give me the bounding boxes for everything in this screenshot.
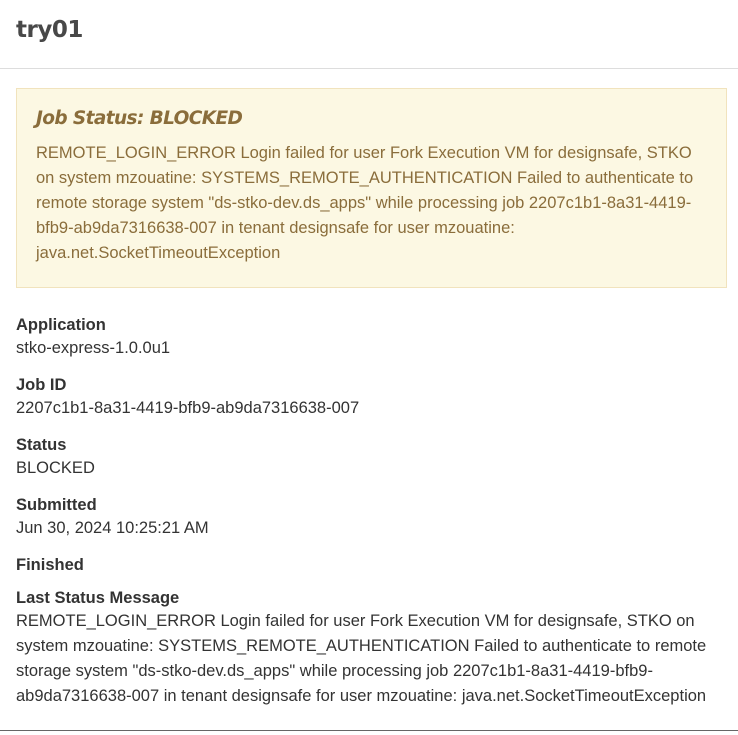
job-status-alert bbox=[16, 88, 727, 288]
job-status-heading: Job Status: BLOCKED bbox=[36, 108, 243, 129]
finished-label: Finished bbox=[16, 556, 84, 574]
last-status-label: Last Status Message bbox=[16, 589, 180, 607]
bottom-divider bbox=[0, 730, 738, 731]
submitted-label: Submitted bbox=[16, 496, 97, 514]
job-details-list bbox=[16, 314, 722, 709]
job-header bbox=[0, 0, 738, 69]
job-title: try01 bbox=[16, 17, 83, 43]
submitted-value: Jun 30, 2024 10:25:21 AM bbox=[16, 519, 209, 537]
application-label: Application bbox=[16, 316, 106, 334]
last-status-value: REMOTE_LOGIN_ERROR Login failed for user Fork Execution VM for designsafe, STKO on system mzouatine: SYSTEMS_REMOTE_AUTHENTICATION Failed to authenticate to remote storage system "ds-stko-dev.ds_apps" while processing job 2207c1b1-8a31-4419-bfb9-ab9da7316638-007 in tenant designsafe for user mzouatine: java.net.SocketTimeoutException bbox=[16, 612, 707, 705]
job-id-label: Job ID bbox=[16, 376, 67, 394]
job-status-message: REMOTE_LOGIN_ERROR Login failed for user Fork Execution VM for designsafe, STKO on system mzouatine: SYSTEMS_REMOTE_AUTHENTICATION Failed to authenticate to remote storage system "ds-stko-dev.ds_apps" while processing job 2207c1b1-8a31-4419-bfb9-ab9da7316638-007 in tenant designsafe for user mzouatine: java.net.SocketTimeoutException bbox=[36, 144, 694, 262]
status-value: BLOCKED bbox=[16, 459, 95, 477]
job-id-value: 2207c1b1-8a31-4419-bfb9-ab9da7316638-007 bbox=[16, 399, 360, 417]
application-value: stko-express-1.0.0u1 bbox=[16, 339, 171, 357]
status-label: Status bbox=[16, 436, 67, 454]
